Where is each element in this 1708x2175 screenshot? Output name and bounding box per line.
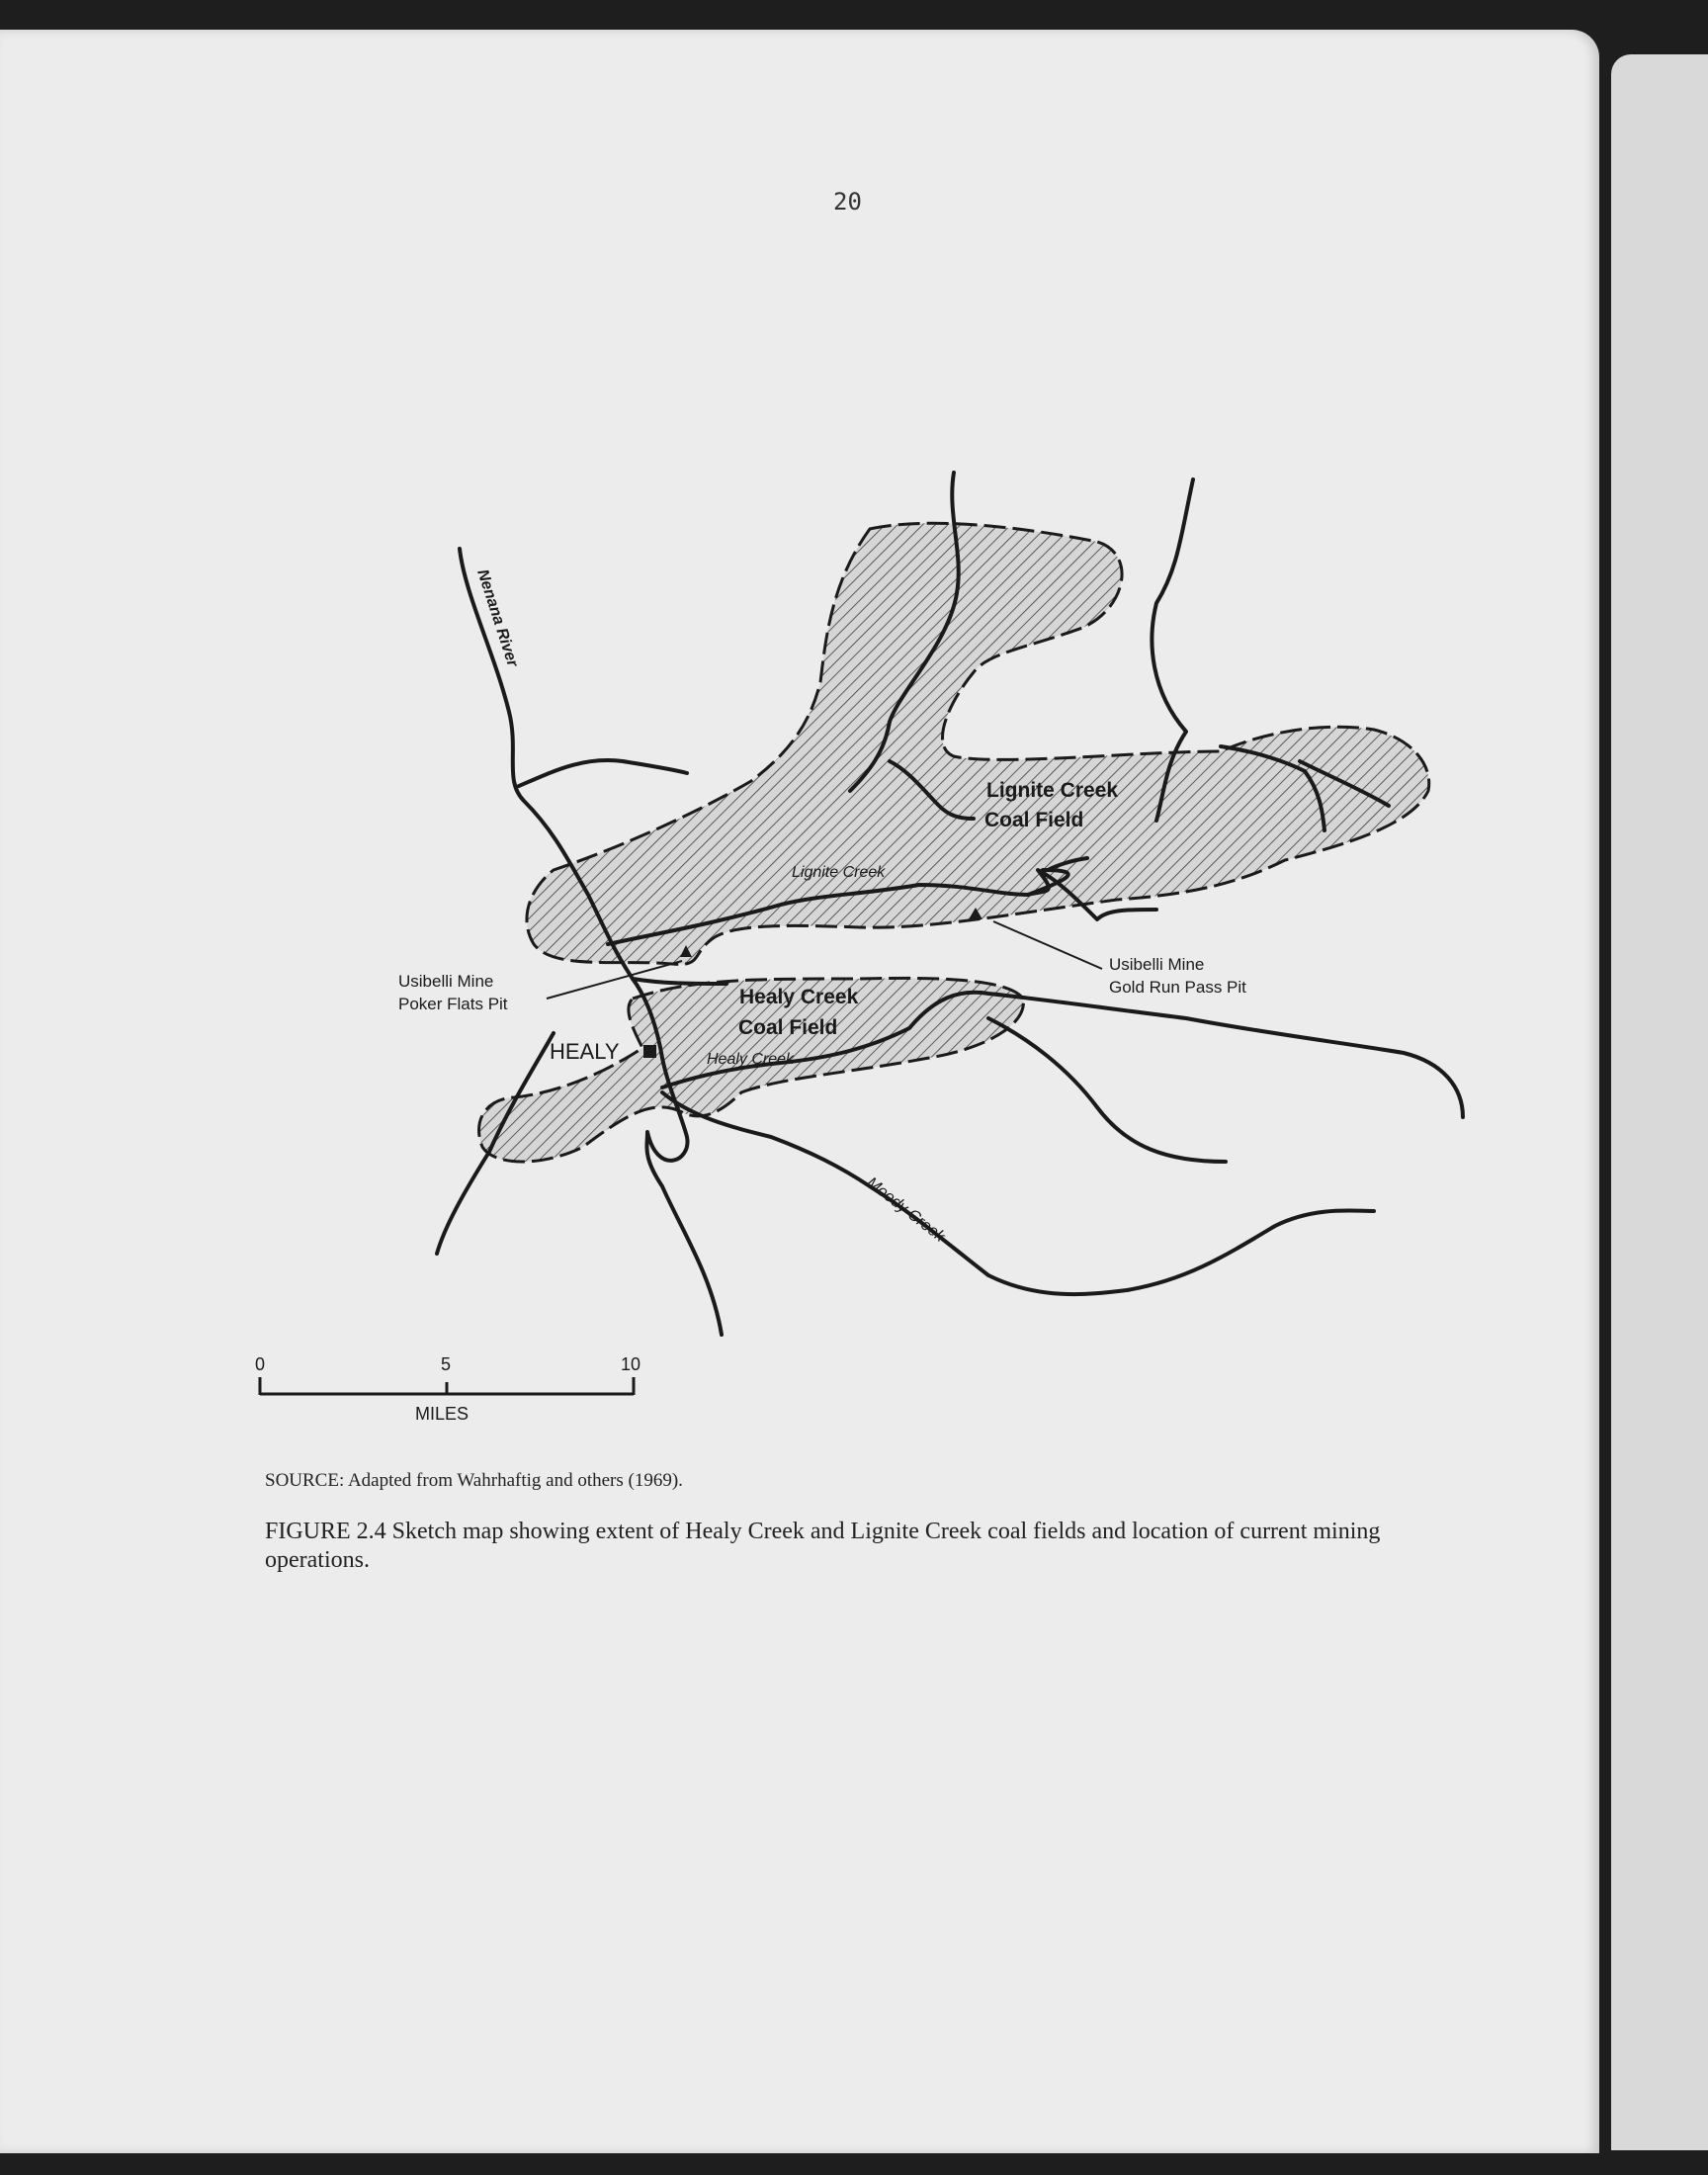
- gold-run-leader: [993, 921, 1102, 969]
- lignite-field-label-2: Coal Field: [984, 809, 1084, 831]
- tributary-nw: [519, 760, 687, 786]
- healy-town-marker: [643, 1045, 656, 1058]
- poker-flats-label-1: Usibelli Mine: [398, 972, 494, 991]
- moody-creek-label: Moody Creek: [863, 1174, 948, 1246]
- poker-flats-label-2: Poker Flats Pit: [398, 995, 508, 1013]
- figure-caption: FIGURE 2.4 Sketch map showing extent of Healy Creek and Lignite Creek coal fields and location of current mining operations.: [265, 1519, 1381, 1573]
- scale-tick-0: 0: [255, 1354, 266, 1374]
- scale-tick-5: 5: [441, 1354, 452, 1374]
- healy-town-label: HEALY: [550, 1039, 620, 1064]
- scale-tick-10: 10: [621, 1354, 641, 1374]
- gold-run-label-2: Gold Run Pass Pit: [1109, 978, 1246, 997]
- scale-bar: [260, 1377, 634, 1395]
- source-note: SOURCE: Adapted from Wahrhaftig and others (1969).: [265, 1470, 683, 1491]
- lignite-field-label-1: Lignite Creek: [986, 779, 1119, 802]
- scale-unit: MILES: [415, 1404, 470, 1424]
- creek-southeast: [988, 1018, 1226, 1162]
- nenana-river-label: Nenana River: [473, 566, 521, 669]
- gold-run-label-1: Usibelli Mine: [1109, 955, 1205, 974]
- page-number: 20: [833, 188, 862, 216]
- healy-creek-lower: [662, 1092, 1374, 1294]
- lignite-creek-label: Lignite Creek: [792, 864, 886, 881]
- healy-field-label-1: Healy Creek: [739, 986, 859, 1008]
- poker-flats-road: [633, 979, 726, 984]
- healy-creek-label: Healy Creek: [707, 1051, 795, 1068]
- healy-field-label-2: Coal Field: [738, 1016, 838, 1039]
- lignite-creek-coal-field-area: [527, 523, 1429, 964]
